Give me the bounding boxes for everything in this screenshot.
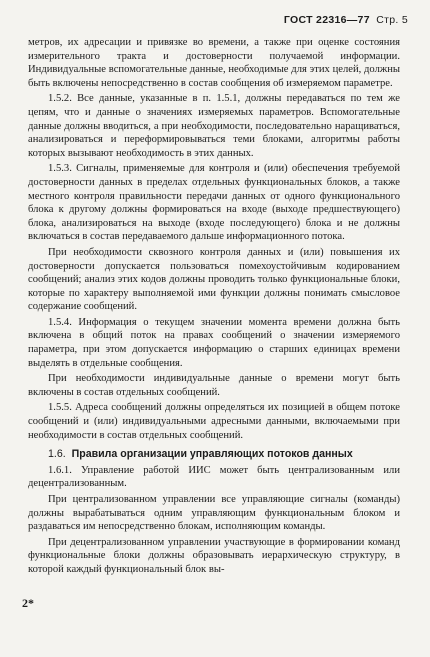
page-number: Стр. 5 <box>376 14 408 26</box>
paragraph: 1.5.2. Все данные, указанные в п. 1.5.1, должны передаваться по тем же цепям, что и данные о значениях измеряемых параметров. Вспомогательные данные должны вводиться, а при необходимости, последовательно наращиваться, анализироваться и переформировываться теми блоками, алгоритмы работы которых вызывают необходимость в этих данных. <box>28 93 400 159</box>
document-body <box>28 36 400 577</box>
paragraph: При необходимости индивидуальные данные о времени могут быть включены в состав отдельных сообщений. <box>28 373 400 398</box>
section-heading <box>28 448 400 462</box>
section-title: Правила организации управляющих потоков данных <box>71 448 353 461</box>
paragraph: При централизованном управлении все управляющие сигналы (команды) должны вырабатываться одним управляющим функциональным блоком и раздаваться им непосредственно блокам, исполняющим команды. <box>28 494 400 533</box>
paragraph: метров, их адресации и привязке во времени, а также при оценке состояния измерительного тракта и достоверности получаемой информации. Индивидуальные вспомогательные данные, необходимые для этих целей, должны быть включены непосредственно в состав сообщения об измеряемом параметре. <box>28 37 400 89</box>
paragraph: 1.5.5. Адреса сообщений должны определяться их позицией в общем потоке сообщений и (или) индивидуальными адресными данными, включаемыми при необходимости в состав отдельных сообщений. <box>28 402 400 441</box>
signature-mark: 2* <box>22 596 34 610</box>
section-number: 1.6. <box>48 448 66 461</box>
paragraph: 1.5.4. Информация о текущем значении момента времени должна быть включена в общий поток на правах сообщений о значении измеряемого параметра, при этом допускается информацию о старших единицах времени выделять в отдельные сообщения. <box>28 316 400 369</box>
page-header <box>284 14 408 26</box>
paragraph: При необходимости сквозного контроля данных и (или) повышения их достоверности допускается пользоваться помехоустойчивым кодированием сообщений; анализ этих кодов должны проводить только функциональные блоки, которые по характеру выполняемой ими функции должны понимать смысловое содержание сообщений. <box>28 246 400 313</box>
paragraph: 1.6.1. Управление работой ИИС может быть централизованным или децентрализованным. <box>28 464 400 490</box>
standard-number: ГОСТ 22316—77 <box>283 14 370 26</box>
paragraph: 1.5.3. Сигналы, применяемые для контроля и (или) обеспечения требуемой достоверности данных в пределах отдельных функциональных блоков, а также местного контроля правильности передачи данных от одного функционального блока к другому должны формироваться на входе (выходе предшествующего) блока, анализироваться на выходе (входе последующего) блока и не должны включаться в состав передаваемого дальше информационного потока. <box>28 163 400 243</box>
paragraph: При децентрализованном управлении участвующие в формировании команд функциональные блоки должны образовывать иерархическую структуру, в которой каждый функциональный блок вы- <box>28 536 400 575</box>
